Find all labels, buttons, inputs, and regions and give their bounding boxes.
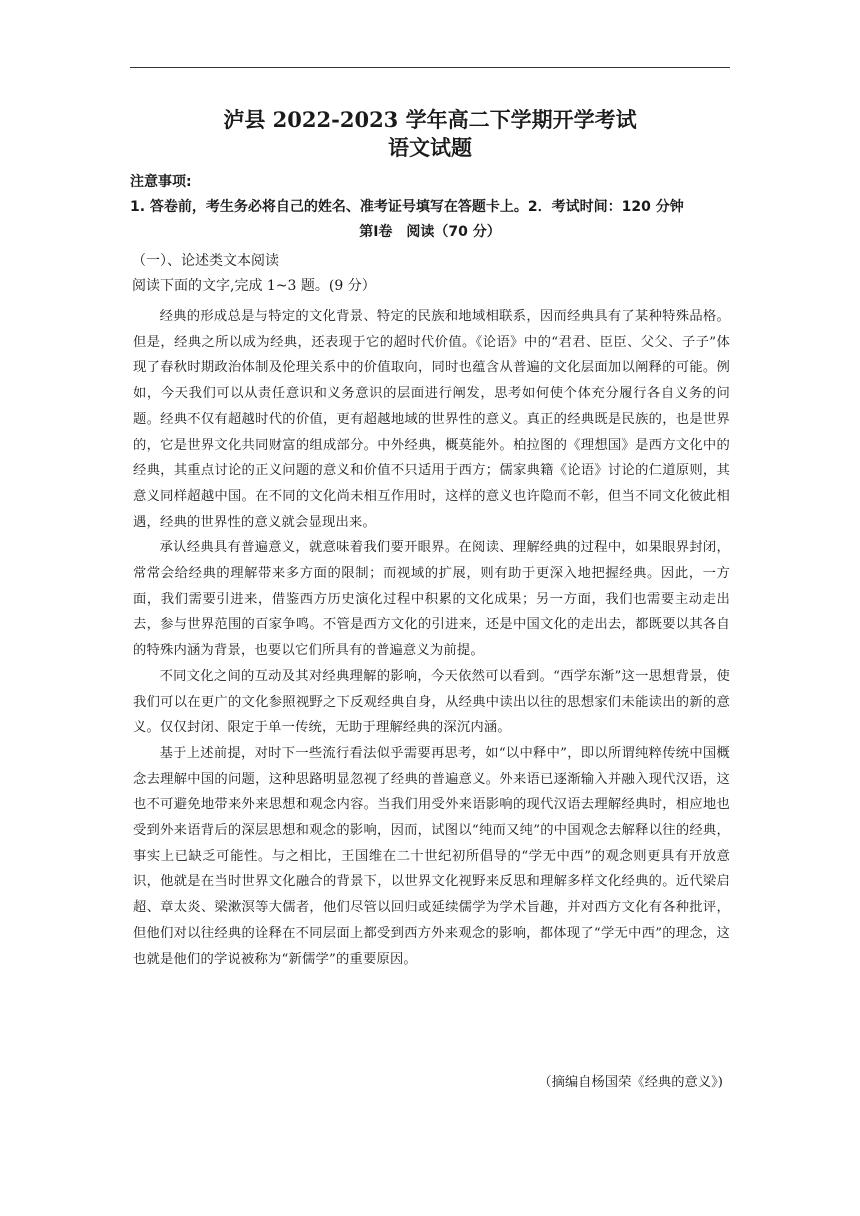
article-body [133,304,730,972]
exam-title: 泸县 2022-2023 学年高二下学期开学考试 [223,107,637,132]
article-paragraph: 基于上述前提，对时下一些流行看法似乎需要再思考，如“以中释中”，即以所谓纯粹传统中国概念去理解中国的问题，这种思路明显忽视了经典的普遍意义。外来语已逐渐输入并融入现代汉语，这也不可避免地带来外来思想和观念内容。当我们用受外来语影响的现代汉语去理解经典时，相应地也受到外来语背后的深层思想和观念的影响，因而，试图以“纯而又纯”的中国观念去解释以往的经典，事实上已缺乏可能性。与之相比，王国维在二十世纪初所倡导的“学无中西”的观念则更具有开放意识，他就是在当时世界文化融合的背景下，以世界文化视野来反思和理解多样文化经典的。近代梁启超、章太炎、梁漱溟等大儒者，他们尽管以回归或延续儒学为学术旨趣，并对西方文化有各种批评，但他们对以往经典的诠释在不同层面上都受到西方外来观念的影响，都体现了“学无中西”的理念，这也就是他们的学说被称为“新儒学”的重要原因。 [133,745,730,967]
header-rule [130,67,730,68]
reading-instruction: 阅读下面的文字,完成 1~3 题。(9 分） [132,278,376,294]
notice-heading: 注意事项: [130,174,192,190]
article-source: （摘编自杨国荣《经典的意义》) [538,1075,723,1090]
article-paragraph: 不同文化之间的互动及其对经典理解的影响，今天依然可以看到。“西学东渐”这一思想背景，使我们可以在更广的文化参照视野之下反观经典自身，从经典中读出以往的思想家们未能读出的新的意义。仅仅封闭、限定于单一传统，无助于理解经典的深沉内涵。 [133,668,730,736]
notice-item: 1. 答卷前，考生务必将自己的姓名、准考证号填写在答题卡上。2．考试时间：120 分钟 [130,199,684,215]
article-paragraph: 承认经典具有普遍意义，就意味着我们要开眼界。在阅读、理解经典的过程中，如果眼界封闭，常常会给经典的理解带来多方面的限制；而视域的扩展，则有助于更深入地把握经典。因此，一方面，我们需要引进来，借鉴西方历史演化过程中积累的文化成果；另一方面，我们也需要主动走出去，参与世界范围的百家争鸣。不管是西方文化的引进来，还是中国文化的走出去，都既要以其各自的特殊内涵为背景，也要以它们所具有的普遍意义为前提。 [133,540,730,659]
part-title: （一）、论述类文本阅读 [132,253,279,269]
article-paragraph: 经典的形成总是与特定的文化背景、特定的民族和地域相联系，因而经典具有了某种特殊品格。但是，经典之所以成为经典，还表现于它的超时代价值。《论语》中的“君君、臣臣、父父、子子”体现了春秋时期政治体制及伦理关系中的价值取向，同时也蕴含从普遍的文化层面加以阐释的可能。例如，今天我们可以从责任意识和义务意识的层面进行阐发，思考如何使个体充分履行各自义务的问题。经典不仅有超越时代的价值，更有超越地域的世界性的意义。真正的经典既是民族的，也是世界的，它是世界文化共同财富的组成部分。中外经典，概莫能外。柏拉图的《理想国》是西方文化中的经典，其重点讨论的正义问题的意义和价值不只适用于西方；儒家典籍《论语》讨论的仁道原则，其意义同样超越中国。在不同的文化尚未相互作用时，这样的意义也许隐而不彰，但当不同文化彼此相遇，经典的世界性的意义就会显现出来。 [133,309,730,530]
exam-subject-title: 语文试题 [388,135,472,160]
section-title: 第Ⅰ卷 阅读（70 分） [359,224,501,240]
